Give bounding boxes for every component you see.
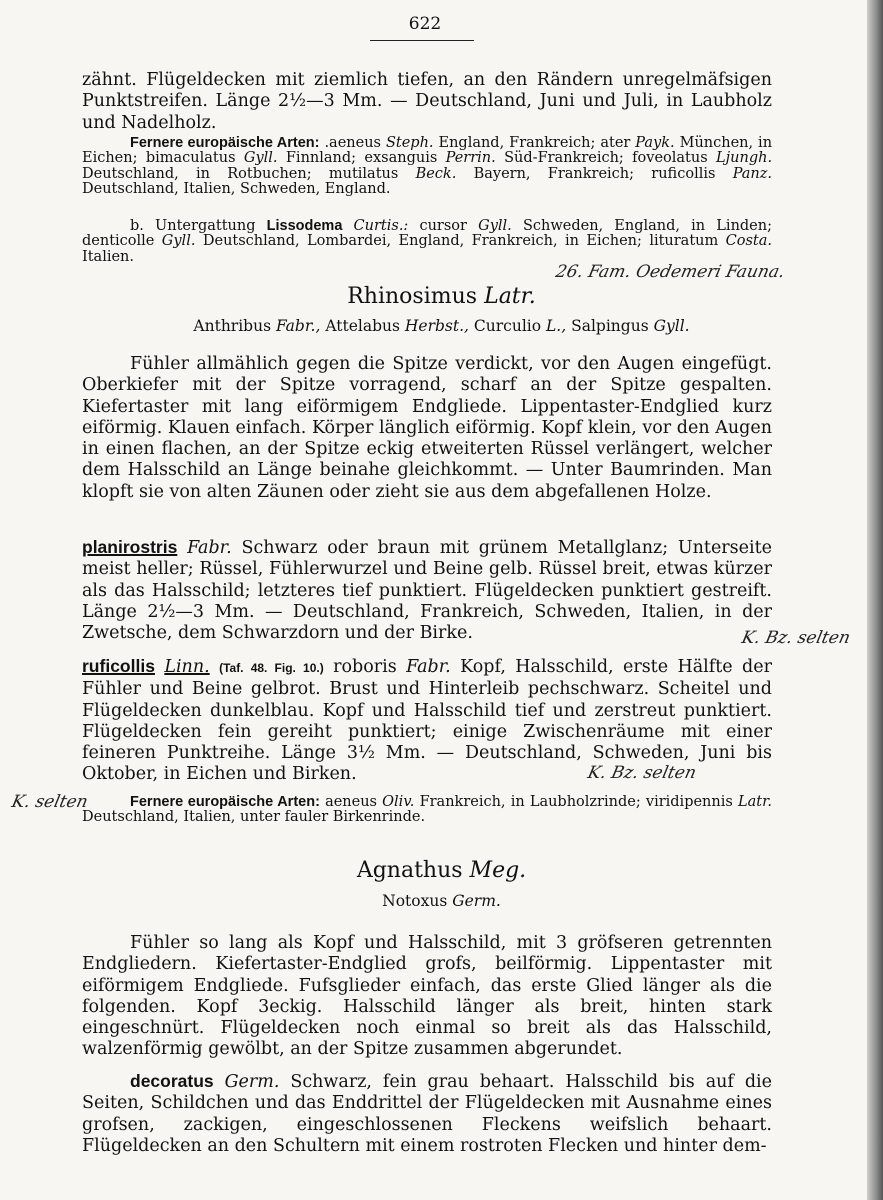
species-desc: Italien.	[82, 248, 135, 265]
synonym-name: Curculio	[473, 317, 542, 335]
synonym-name: Salpingus	[571, 317, 649, 335]
synonym-author: Germ.	[452, 892, 501, 910]
species-name: aeneus	[325, 794, 377, 810]
genus-author: Meg.	[469, 858, 527, 883]
handwritten-family-note: 26. Fam. Oedemeri Fauna.	[553, 262, 787, 282]
synonym-author: Gyll.	[653, 317, 690, 335]
species-name: viridipennis	[645, 794, 733, 810]
species-desc: Süd-Frankreich;	[504, 150, 624, 167]
species-desc: Schweden, England, in Linden;	[522, 218, 772, 234]
synonym-name: Notoxus	[382, 892, 448, 910]
handwritten-planirostris-note: K. Bz. selten	[739, 628, 852, 648]
species-author: Panz.	[732, 165, 773, 182]
species-text: Schwarz oder braun mit grünem Metallglanz; Unterseite meist heller; Rüssel, Fühlerwurzel und Beine gelb. Rüssel breit, etwas kürzer als das Halsschild; letzteres tief punktiert. Flügeldecken punktiert gestreift. Länge 2½—3 Mm. — Deutschland, Frankreich, Schweden, Italien, in der Zwetsche, dem Schwarzdorn und der Birke.	[82, 538, 772, 644]
species-author: Gyll.	[243, 150, 278, 167]
synonym-name: Anthribus	[193, 317, 272, 335]
rhinosimus-description	[82, 354, 772, 503]
synonym-author: L.,	[546, 317, 567, 335]
species-name: ruficollis	[82, 656, 155, 676]
plate-reference: (Taf. 48. Fig. 10.)	[219, 661, 324, 675]
top-paragraph: zähnt. Flügeldecken mit ziemlich tiefen, an den Rändern unregelmäfsigen Punktstreifen. Länge 2½—3 Mm. — Deutschland, Juni und Juli, in Laubholz und Nadelholz.	[82, 70, 772, 133]
fernere-label: Fernere europäische Arten:	[130, 794, 320, 810]
untergattung-name: Lissodema	[266, 218, 343, 234]
species-name: bimaculatus	[145, 150, 236, 167]
species-author: Steph.	[385, 135, 434, 151]
species-planirostris	[82, 537, 772, 644]
fernere-arten-2	[82, 795, 772, 826]
species-author: Gyll.	[478, 218, 512, 234]
species-author: Latr.	[737, 794, 773, 810]
species-name: lituratum	[649, 233, 719, 250]
agnathus-description	[82, 933, 772, 1061]
species-desc: Deutschland, in Rotbuchen;	[82, 165, 312, 182]
genus-name: Rhinosimus	[347, 284, 478, 309]
genus-name: Agnathus	[356, 858, 463, 883]
genus-synonyms-agnathus	[0, 892, 883, 910]
species-name: cursor	[419, 218, 467, 234]
species-desc: England, Frankreich;	[438, 135, 596, 151]
species-name: mutilatus	[328, 165, 399, 182]
untergattung-author: Curtis.:	[353, 218, 409, 234]
species-name: denticolle	[82, 233, 155, 250]
species-desc: Bayern, Frankreich;	[473, 165, 635, 182]
species-desc: Deutschland, Italien, Schweden, England.	[82, 180, 391, 197]
species-text: Schwarz, fein grau behaart. Halsschild bis auf die Seiten, Schildchen und das Enddrittel der Flügeldecken mit Ausnahme eines grofsen, zackigen, eingeschlossenen Fleckens weifslich behaart. Flügeldecken an den Schultern mit einem rostroten Flecken und hinter dem-	[82, 1072, 772, 1156]
species-desc: München, in Eichen;	[82, 135, 773, 167]
species-name: .aeneus	[324, 135, 381, 151]
species-author: Gyll.	[161, 233, 196, 250]
species-author: Costa.	[725, 233, 773, 250]
species-name: planirostris	[82, 537, 178, 557]
species-name: exsanguis	[364, 150, 438, 167]
species-text: Kopf, Halsschild, erste Hälfte der Fühler und Beine gelbrot. Brust und Hinterleib pechschwarz. Scheitel und Flügeldecken dunkelblau. Kopf und Halsschild tief und zerstreut punktiert. Flügeldecken fein gereiht punktiert; einige Zwischenräume mit einer feineren Punktreihe. Länge 3½ Mm. — Deutschland, Schweden, Juni bis Oktober, in Eichen und Birken.	[82, 657, 772, 785]
fernere-arten-1	[82, 136, 772, 197]
species-desc: Frankreich, in Laubholzrinde;	[419, 794, 641, 810]
page-number: 622	[408, 14, 442, 34]
genus-title-agnathus	[0, 858, 883, 883]
fernere-label: Fernere europäische Arten:	[130, 135, 320, 151]
species-author: Beck.	[415, 165, 457, 182]
synonym-author: Fabr.	[406, 657, 451, 677]
species-desc: Deutschland, Lombardei, England, Frankreich, in Eichen;	[202, 233, 642, 250]
description-text: Fühler so lang als Kopf und Halsschild, mit 3 gröfseren getrennten Endgliedern. Kiefertaster-Endglied grofs, beilförmig. Lippentaster mit eiförmigem Endgliede. Fufsglieder einfach, das erste Glied länger als die folgenden. Kopf 3eckig. Halsschild länger als breit, hinten stark eingeschnürt. Flügeldecken noch einmal so breit als das Halsschild, walzenförmig gewölbt, an der Spitze zusammen abgerundet.	[82, 933, 772, 1060]
species-author: Payk.	[635, 135, 675, 151]
synonym-author: Herbst.,	[404, 317, 469, 335]
species-author: Fabr.	[187, 538, 232, 558]
untergattung-prefix: b. Untergattung	[130, 218, 256, 234]
species-author: Oliv.	[382, 794, 415, 810]
synonym-name: roboris	[333, 657, 397, 677]
handwritten-margin-note: K. selten	[9, 792, 90, 812]
page-edge-shadow	[867, 0, 883, 1200]
species-decoratus	[82, 1071, 772, 1157]
header-rule	[370, 40, 474, 41]
genus-synonyms-rhinosimus	[0, 317, 883, 335]
synonym-author: Fabr.,	[275, 317, 321, 335]
species-desc: Deutschland, Italien, unter fauler Birkenrinde.	[82, 809, 426, 826]
species-name: decoratus	[130, 1071, 214, 1091]
species-name: ater	[600, 135, 631, 151]
species-name: foveolatus	[632, 150, 708, 167]
species-author: Ljungh.	[716, 150, 773, 167]
species-name: ruficollis	[651, 165, 716, 182]
species-author: Germ.	[224, 1072, 280, 1092]
untergattung-paragraph	[82, 219, 772, 265]
synonym-name: Attelabus	[325, 317, 400, 335]
handwritten-ruficollis-note: K. Bz. selten	[585, 763, 698, 783]
species-author: Perrin.	[445, 150, 496, 167]
description-text: Fühler allmählich gegen die Spitze verdickt, vor den Augen eingefügt. Oberkiefer mit der Spitze vorragend, scharf an der Spitze gespalten. Kiefertaster mit lang eiförmigem Endgliede. Lippentaster-Endglied kurz eiförmig. Klauen einfach. Körper länglich eiförmig. Kopf klein, vor den Augen in einen flachen, an der Spitze eckig etweiterten Rüssel verlängert, welcher dem Halsschild an Länge beinahe gleichkommt. — Unter Baumrinden. Man klopft sie von alten Zäunen oder zieht sie aus dem abgefallenen Holze.	[82, 354, 772, 502]
species-author: Linn.	[164, 657, 210, 677]
species-desc: Finnland;	[285, 150, 357, 167]
genus-title-rhinosimus	[0, 284, 883, 309]
genus-author: Latr.	[484, 284, 536, 309]
